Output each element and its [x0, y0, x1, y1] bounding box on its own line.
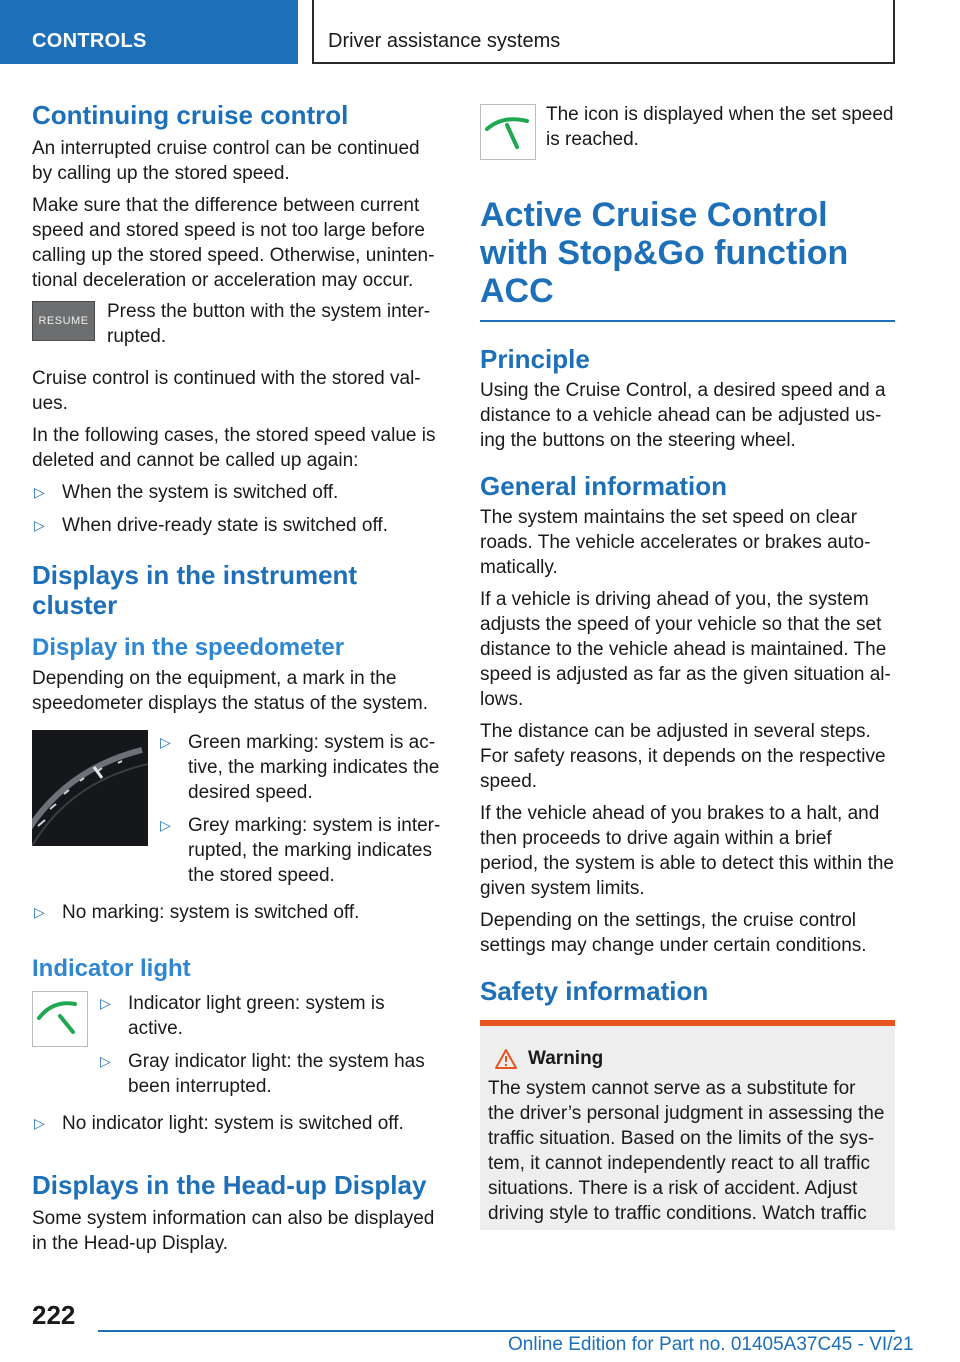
header-chapter-label: Driver assistance systems: [328, 30, 561, 52]
set-speed-text: The icon is displayed when the set speed is reached.: [546, 104, 894, 150]
set-speed-icon-row: [480, 104, 895, 160]
speedometer-image: [32, 730, 148, 846]
list-item: ▷ When drive-ready state is switched off.: [34, 515, 388, 536]
footer-divider: [98, 1330, 895, 1332]
warning-title: Warning: [528, 1048, 604, 1069]
general-p2: If a vehicle is driving ahead of you, the system adjusts the speed of your vehicle so that the set distance to the vehicle ahead is maintained. The speed is adjusted as far as the given situation al-lows.: [480, 589, 891, 710]
speedometer-arc-icon: [32, 730, 148, 846]
indicator-light-image: [32, 991, 88, 1047]
header-section-tab: [0, 0, 298, 64]
list-item: ▷ Green marking: system is ac-tive, the marking indicates the desired speed.: [160, 732, 440, 803]
resume-button-label: RESUME: [38, 315, 89, 327]
page-number: 222: [32, 1300, 76, 1330]
bullet-triangle-icon: ▷: [34, 904, 45, 920]
bullet-triangle-icon: ▷: [34, 517, 45, 533]
left-column: [32, 100, 442, 1263]
bullet-triangle-icon: ▷: [160, 734, 171, 750]
footer-edition: Online Edition for Part no. 01405A37C45 - VI/21: [508, 1334, 914, 1355]
list-item: ▷ When the system is switched off.: [34, 482, 339, 503]
speedometer-text: Depending on the equipment, a mark in the speedometer displays the status of the system.: [32, 668, 429, 714]
set-speed-reached-icon: [481, 105, 535, 159]
speedometer-row: [32, 730, 442, 896]
instrument-cluster-heading: Displays in the instrument cluster: [32, 560, 358, 620]
general-p1: The system maintains the set speed on clear roads. The vehicle accelerates or brakes auto-matically.: [480, 507, 871, 578]
header-section-label: CONTROLS: [32, 30, 147, 52]
list-item: ▷ No indicator light: system is switched off.: [34, 1113, 404, 1134]
warning-box: [480, 1020, 895, 1230]
set-speed-image: [480, 104, 536, 160]
right-column: [480, 100, 895, 1230]
warning-triangle-icon: [494, 1048, 518, 1070]
speedometer-bullets: [158, 730, 442, 896]
general-p3: The distance can be adjusted in several steps. For safety reasons, it depends on the respective speed.: [480, 721, 886, 792]
indicator-bullets: [98, 991, 442, 1107]
warning-title-row: [488, 1048, 887, 1070]
indicator-light-heading: Indicator light: [32, 955, 191, 982]
continuing-heading: Continuing cruise control: [32, 100, 349, 130]
safety-heading: Safety information: [480, 976, 709, 1006]
list-item: ▷ Indicator light green: system is active.: [100, 993, 385, 1039]
speedometer-heading: Display in the speedometer: [32, 634, 345, 661]
general-p5: Depending on the settings, the cruise control settings may change under certain conditions.: [480, 910, 867, 956]
bullet-triangle-icon: ▷: [160, 817, 171, 833]
warning-text: The system cannot serve as a substitute for the driver’s personal judgment in assessing the traffic situation. Based on the limits of the sys-tem, it cannot independently react to all traffic situations. There is a risk of accident. Adjust driving style to traffic conditions. Watch traffic: [488, 1078, 885, 1224]
hud-text: Some system information can also be displayed in the Head-up Display.: [32, 1208, 435, 1254]
continuing-p2: Make sure that the difference between current speed and stored speed is not too large before calling up the stored speed. Otherwise, uninten-tional deceleration or acceleration may occur.: [32, 195, 435, 291]
principle-heading: Principle: [480, 344, 590, 374]
bullet-triangle-icon: ▷: [34, 1115, 45, 1131]
indicator-row: [32, 991, 442, 1107]
bullet-triangle-icon: ▷: [100, 1053, 111, 1069]
list-item: ▷ Grey marking: system is inter-rupted, the marking indicates the stored speed.: [160, 815, 441, 886]
hud-heading: Displays in the Head-up Display: [32, 1170, 427, 1200]
list-item: ▷ No marking: system is switched off.: [34, 902, 360, 923]
general-p4: If the vehicle ahead of you brakes to a halt, and then proceeds to drive again within a brief period, the system is able to detect this within the given system limits.: [480, 803, 894, 899]
resume-text: Press the button with the system inter-rupted.: [107, 301, 431, 347]
bullet-triangle-icon: ▷: [34, 484, 45, 500]
list-item: ▷ Gray indicator light: the system has been interrupted.: [100, 1051, 425, 1097]
acc-heading: Active Cruise Control with Stop&Go function ACC: [480, 196, 895, 322]
bullet-triangle-icon: ▷: [100, 995, 111, 1011]
principle-text: Using the Cruise Control, a desired speed and a distance to a vehicle ahead can be adjusted us-ing the buttons on the steering wheel.: [480, 380, 886, 451]
general-info-heading: General information: [480, 471, 728, 501]
continuing-p1: An interrupted cruise control can be continued by calling up the stored speed.: [32, 138, 420, 184]
continuing-p3: Cruise control is continued with the stored val-ues.: [32, 368, 421, 414]
resume-row: [32, 301, 442, 356]
cruise-indicator-icon: [33, 992, 87, 1046]
continuing-p4: In the following cases, the stored speed value is deleted and cannot be called up again:: [32, 425, 436, 471]
header-chapter-box: [312, 0, 895, 64]
resume-button-image: [32, 301, 95, 341]
